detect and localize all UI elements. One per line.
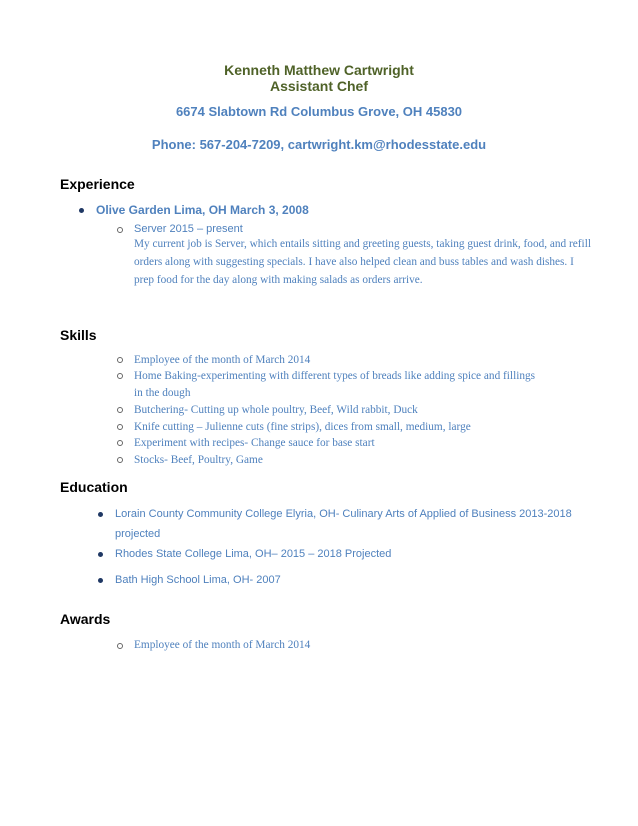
sub-bullet-icon xyxy=(117,357,123,363)
skill-item: Home Baking-experimenting with different types of breads like adding spice and fillings xyxy=(134,370,536,382)
sub-bullet-icon xyxy=(117,227,123,233)
experience-description: My current job is Server, which entails sitting and greeting guests, taking guest drink, food, and refill orders along with suggesting specials. I have also helped clean and buss tables and wash dishes. I prep food for the day along with making salads as orders arrive. xyxy=(134,238,591,286)
sub-bullet-icon xyxy=(117,440,123,446)
sub-bullet-icon xyxy=(117,407,123,413)
bullet-icon xyxy=(98,512,103,517)
experience-employer: Olive Garden Lima, OH March 3, 2008 xyxy=(96,203,309,217)
sub-bullet-icon xyxy=(117,373,123,379)
skill-item-continuation: in the dough xyxy=(134,387,191,399)
education-heading: Education xyxy=(60,479,128,495)
education-item: Bath High School Lima, OH- 2007 xyxy=(115,574,281,586)
skill-item: Knife cutting – Julienne cuts (fine strips), dices from small, medium, large xyxy=(134,421,471,433)
bullet-icon xyxy=(98,552,103,557)
candidate-name: Kenneth Matthew Cartwright xyxy=(224,62,414,78)
skill-item: Butchering- Cutting up whole poultry, Beef, Wild rabbit, Duck xyxy=(134,404,418,416)
candidate-role: Assistant Chef xyxy=(269,78,369,94)
sub-bullet-icon xyxy=(117,457,123,463)
experience-position: Server 2015 – present xyxy=(134,223,243,235)
candidate-address: 6674 Slabtown Rd Columbus Grove, OH 45830 xyxy=(175,104,463,119)
education-item: Lorain County Community College Elyria, OH- Culinary Arts of Applied of Business 2013-2018 projected xyxy=(115,508,572,540)
bullet-icon xyxy=(98,578,103,583)
sub-bullet-icon xyxy=(117,643,123,649)
award-item: Employee of the month of March 2014 xyxy=(134,639,311,651)
education-item: Rhodes State College Lima, OH– 2015 – 2018 Projected xyxy=(115,548,392,560)
experience-heading: Experience xyxy=(60,176,135,192)
skills-heading: Skills xyxy=(60,327,97,343)
skill-item: Experiment with recipes- Change sauce for base start xyxy=(134,437,375,449)
sub-bullet-icon xyxy=(117,424,123,430)
bullet-icon xyxy=(79,208,84,213)
awards-heading: Awards xyxy=(60,611,111,627)
skill-item: Stocks- Beef, Poultry, Game xyxy=(134,454,263,466)
candidate-contact: Phone: 567-204-7209, cartwright.km@rhodesstate.edu xyxy=(151,137,487,152)
skill-item: Employee of the month of March 2014 xyxy=(134,354,311,366)
